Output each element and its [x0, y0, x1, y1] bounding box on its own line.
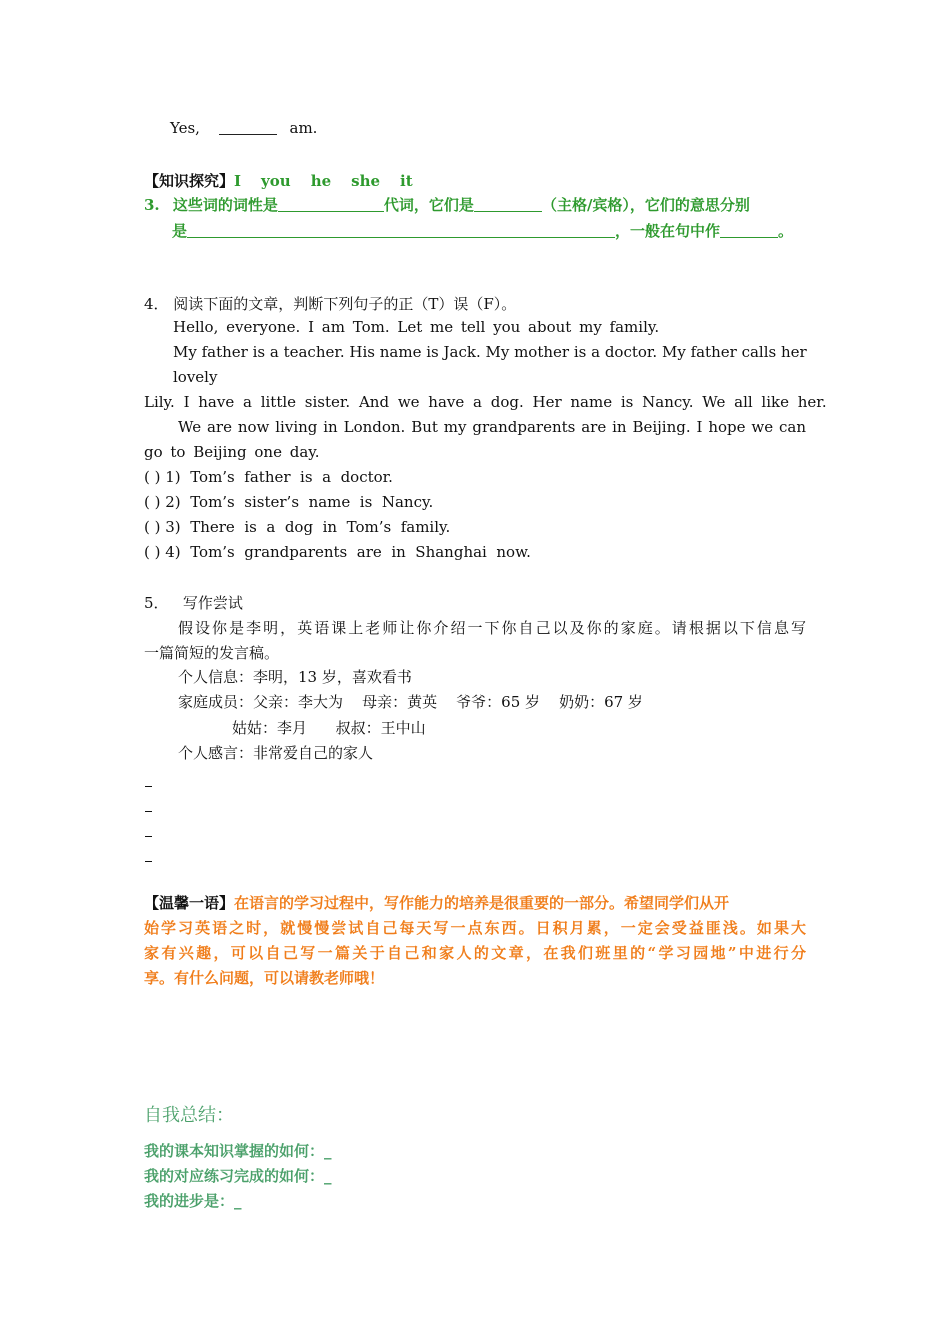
knowledge-question-line2 [172, 221, 793, 241]
writing-line[interactable] [145, 785, 152, 787]
answer-bracket[interactable]: ( ) [144, 468, 161, 486]
writing-prompt: 一篇简短的发言稿。 [144, 644, 280, 662]
tip-line [144, 893, 729, 913]
reading-heading: 4． 阅读下面的文章，判断下列句子的正（T）误（F）。 [144, 295, 517, 313]
answer-suffix: am. [289, 119, 318, 137]
question-number: 3. [144, 196, 160, 214]
passage-line: Hello, everyone. I am Tom. Let me tell you about my family. [173, 318, 660, 336]
tip-label: 【温馨一语】 [144, 894, 235, 912]
tip-text: 在语言的学习过程中，写作能力的培养是很重要的一部分。希望同学们从开 [234, 894, 730, 912]
item-text: 4) Tom’s grandparents are in Shanghai now. [165, 543, 531, 561]
pronoun-word: you [261, 172, 291, 190]
writing-line[interactable] [145, 810, 152, 812]
meaning-blank[interactable] [187, 222, 615, 238]
question-text: 。 [778, 222, 794, 240]
answer-blank[interactable] [219, 119, 277, 135]
answer-prefix: Yes, [170, 119, 200, 137]
question-text: （主格/宾格），它们的意思分别 [541, 196, 750, 214]
writing-line[interactable] [145, 860, 152, 862]
writing-heading: 5． 写作尝试 [144, 594, 243, 612]
pronoun-word: she [351, 172, 381, 190]
writing-prompt: 假设你是李明，英语课上老师让你介绍一下你自己以及你的家庭。请根据以下信息写 [178, 619, 806, 637]
summary-item: 我的进步是：_ [144, 1192, 242, 1210]
pronoun-word: it [400, 172, 413, 190]
passage-line: go to Beijing one day. [144, 443, 320, 461]
item-text: 2) Tom’s sister’s name is Nancy. [165, 493, 434, 511]
pronoun-word: he [310, 172, 332, 190]
personal-feeling: 个人感言：非常爱自己的家人 [178, 744, 374, 762]
answer-bracket[interactable]: ( ) [144, 518, 161, 536]
pronoun-word: I [234, 172, 242, 190]
passage-line: Lily. I have a little sister. And we have a dog. Her name is Nancy. We all like her. [144, 393, 827, 411]
personal-info: 个人信息：李明，13 岁，喜欢看书 [178, 668, 412, 686]
family-members: 家庭成员：父亲：李大为 母亲：黄英 爷爷：65 岁 奶奶：67 岁 [178, 693, 643, 711]
tip-text: 始学习英语之时，就慢慢尝试自己每天写一点东西。日积月累，一定会受益匪浅。如果大 [144, 919, 806, 937]
true-false-item [144, 467, 393, 487]
tip-text: 享。有什么问题，可以请教老师哦！ [144, 969, 385, 987]
writing-line[interactable] [145, 835, 152, 837]
summary-title: 自我总结： [144, 1105, 234, 1126]
item-text: 1) Tom’s father is a doctor. [165, 468, 393, 486]
family-members: 姑姑：李月 叔叔：王中山 [232, 719, 426, 737]
item-text: 3) There is a dog in Tom’s family. [165, 518, 451, 536]
passage-line: lovely [173, 368, 218, 386]
word-class-blank[interactable] [278, 196, 384, 212]
question-text: 代词，它们是 [383, 196, 474, 214]
summary-item: 我的对应练习完成的如何：_ [144, 1167, 332, 1185]
passage-line: We are now living in London. But my grandparents are in Beijing. I hope we can [178, 418, 806, 436]
passage-line: My father is a teacher. His name is Jack. My mother is a doctor. My father calls her [173, 343, 807, 361]
true-false-item [144, 542, 531, 562]
tip-text: 家有兴趣，可以自己写一篇关于自己和家人的文章，在我们班里的“学习园地”中进行分 [144, 944, 806, 962]
question-text: 是 [172, 222, 188, 240]
answer-line [170, 118, 317, 138]
answer-bracket[interactable]: ( ) [144, 493, 161, 511]
true-false-item [144, 492, 433, 512]
answer-bracket[interactable]: ( ) [144, 543, 161, 561]
case-blank[interactable] [474, 196, 542, 212]
true-false-item [144, 517, 450, 537]
question-text: 这些词的词性是 [172, 196, 278, 214]
knowledge-header [144, 171, 433, 191]
question-text: ，一般在句中作 [615, 222, 721, 240]
function-blank[interactable] [720, 222, 778, 238]
knowledge-question-line1 [144, 195, 750, 215]
summary-item: 我的课本知识掌握的如何：_ [144, 1142, 332, 1160]
knowledge-label: 【知识探究】 [144, 172, 235, 190]
